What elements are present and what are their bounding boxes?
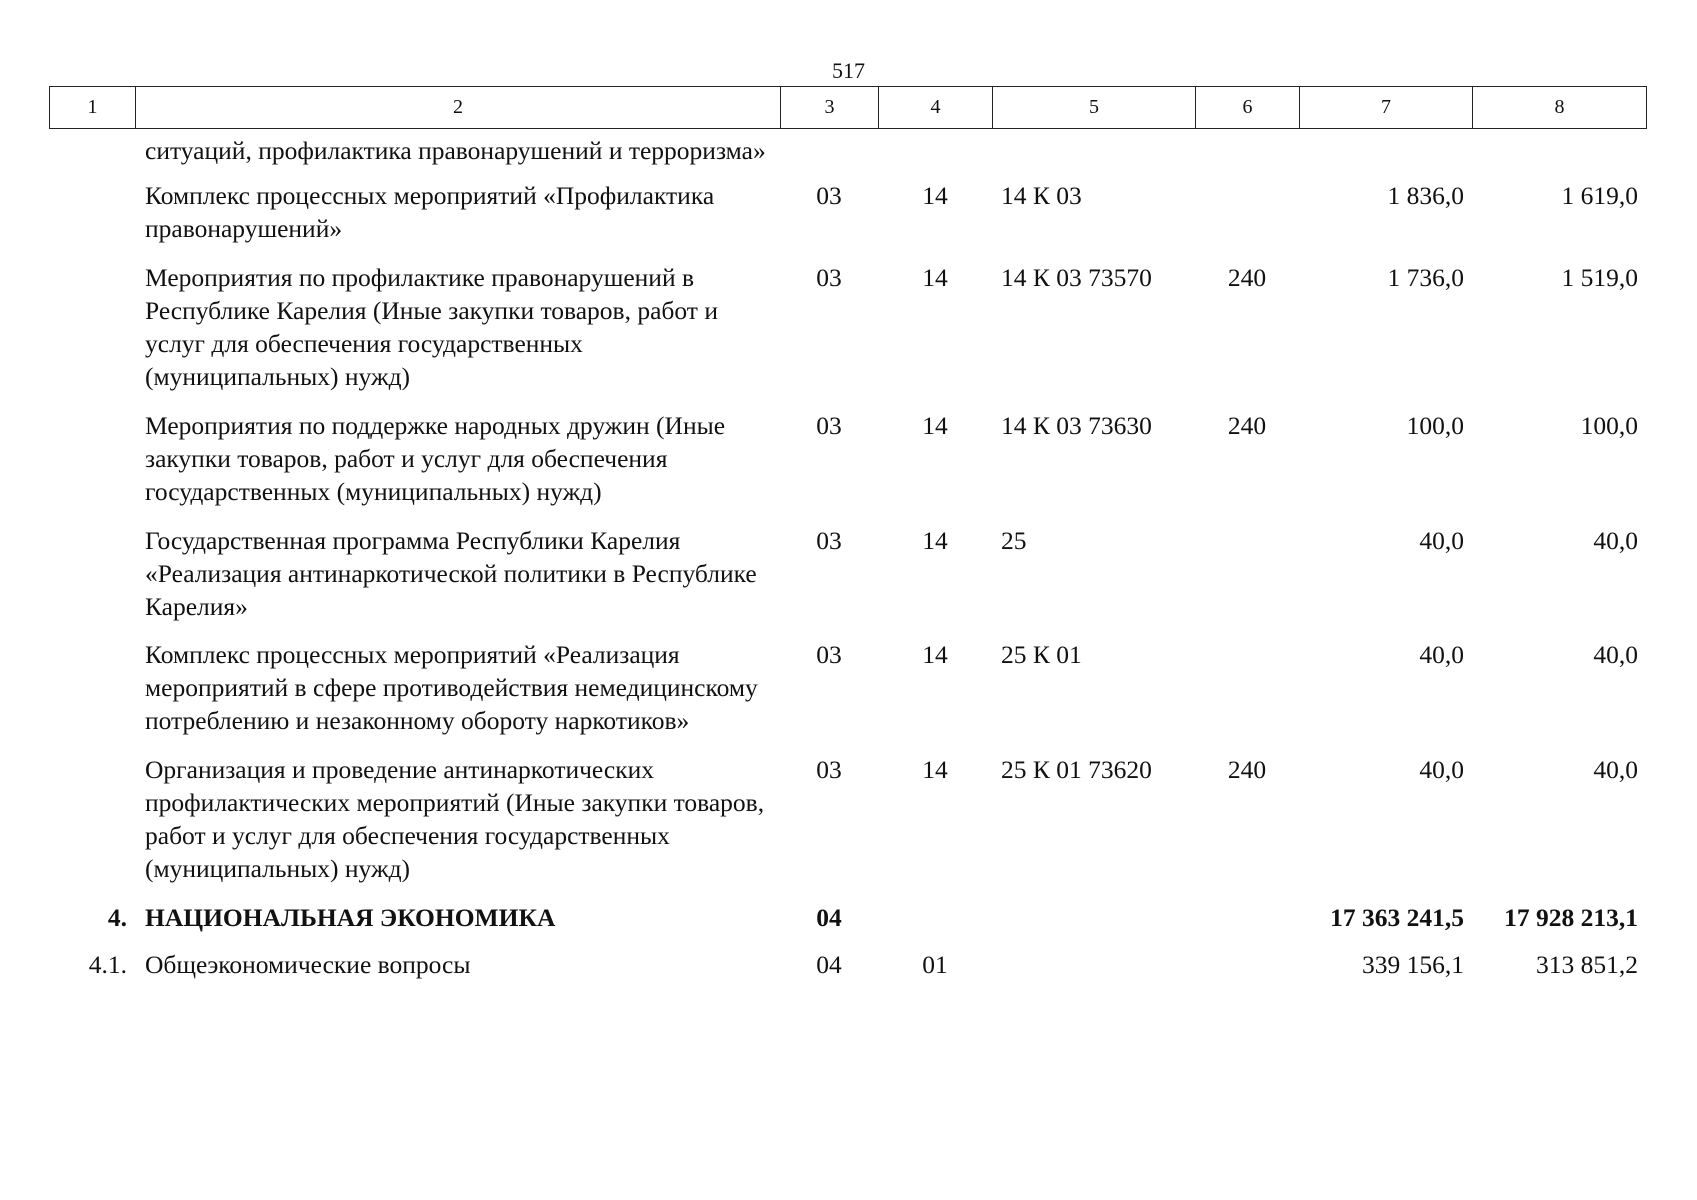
- amount-year-1: 100,0: [1406, 411, 1464, 440]
- row-name: Мероприятия по профилактике правонарушений в Республике Карелия (Иные закупки товаров, работ и услуг для обеспечения государственных (муниципальных) нужд): [145, 263, 718, 391]
- header-cell-4: 4: [879, 87, 993, 129]
- section-code: 03: [816, 411, 842, 440]
- amount-year-1: 40,0: [1419, 755, 1464, 784]
- section-code: 04: [816, 950, 842, 979]
- table-row: [49, 261, 1646, 393]
- header-cell-3: 3: [781, 87, 879, 129]
- target-article: 14 К 03 73630: [1001, 411, 1152, 440]
- subsection-code: 14: [922, 263, 948, 292]
- subsection-code: 14: [922, 755, 948, 784]
- table-row: [49, 638, 1646, 737]
- section-code: 04: [816, 903, 842, 932]
- subsection-code: 14: [922, 526, 948, 555]
- header-cell-1: 1: [50, 87, 136, 129]
- row-name: Комплекс процессных мероприятий «Реализация мероприятий в сфере противодействия немедицинскому потреблению и незаконному обороту наркотиков»: [145, 640, 758, 735]
- row-number: 4.1.: [88, 950, 127, 979]
- target-article: 14 К 03 73570: [1001, 263, 1152, 292]
- expense-type: 240: [1227, 263, 1267, 292]
- header-cell-5: 5: [993, 87, 1196, 129]
- header-cell-6: 6: [1196, 87, 1300, 129]
- page-number: 517: [832, 58, 865, 83]
- amount-year-1: 40,0: [1419, 640, 1464, 669]
- row-name: ситуаций, профилактика правонарушений и терроризма»: [145, 136, 766, 165]
- row-name: Мероприятия по поддержке народных дружин (Иные закупки товаров, работ и услуг для обеспечения государственных (муниципальных) нужд): [145, 411, 726, 506]
- target-article: 14 К 03: [1001, 181, 1082, 210]
- header-cell-7: 7: [1300, 87, 1473, 129]
- amount-year-1: 1 736,0: [1387, 263, 1464, 292]
- target-article: 25: [1001, 526, 1027, 555]
- amount-year-1: 1 836,0: [1387, 181, 1464, 210]
- budget-table-body: [49, 134, 1646, 981]
- table-row: [49, 179, 1646, 245]
- section-total-row: [49, 901, 1646, 934]
- row-name: Комплекс процессных мероприятий «Профилактика правонарушений»: [145, 181, 715, 243]
- column-number-header: [49, 86, 1647, 129]
- amount-year-2: 17 928 213,1: [1504, 903, 1638, 932]
- amount-year-1: 17 363 241,5: [1330, 903, 1464, 932]
- section-code: 03: [816, 263, 842, 292]
- header-cell-2: 2: [136, 87, 781, 129]
- row-number: 4.: [107, 903, 127, 932]
- amount-year-2: 40,0: [1593, 755, 1638, 784]
- row-name: НАЦИОНАЛЬНАЯ ЭКОНОМИКА: [145, 903, 556, 932]
- amount-year-2: 40,0: [1593, 640, 1638, 669]
- table-row: [49, 524, 1646, 623]
- section-code: 03: [816, 755, 842, 784]
- target-article: 25 К 01: [1001, 640, 1082, 669]
- expense-type: 240: [1227, 755, 1267, 784]
- amount-year-2: 100,0: [1580, 411, 1638, 440]
- header-row: [50, 87, 1647, 129]
- amount-year-2: 1 619,0: [1561, 181, 1638, 210]
- expense-type: 240: [1227, 411, 1267, 440]
- header-cell-8: 8: [1473, 87, 1647, 129]
- amount-year-1: 40,0: [1419, 526, 1464, 555]
- row-name: Государственная программа Республики Карелия «Реализация антинаркотической политики в Республике Карелия»: [145, 526, 757, 621]
- section-code: 03: [816, 526, 842, 555]
- table-row: [49, 134, 1646, 167]
- table-row: [49, 948, 1646, 981]
- amount-year-2: 1 519,0: [1561, 263, 1638, 292]
- subsection-code: 14: [922, 411, 948, 440]
- section-code: 03: [816, 640, 842, 669]
- table-row: [49, 753, 1646, 885]
- amount-year-1: 339 156,1: [1362, 950, 1464, 979]
- amount-year-2: 313 851,2: [1536, 950, 1638, 979]
- section-code: 03: [816, 181, 842, 210]
- subsection-code: 14: [922, 181, 948, 210]
- subsection-code: 14: [922, 640, 948, 669]
- table-row: [49, 409, 1646, 508]
- target-article: 25 К 01 73620: [1001, 755, 1152, 784]
- row-name: Общеэкономические вопросы: [145, 950, 471, 979]
- amount-year-2: 40,0: [1593, 526, 1638, 555]
- subsection-code: 01: [922, 950, 948, 979]
- row-name: Организация и проведение антинаркотических профилактических мероприятий (Иные закупки товаров, работ и услуг для обеспечения государственных (муниципальных) нужд): [145, 755, 765, 883]
